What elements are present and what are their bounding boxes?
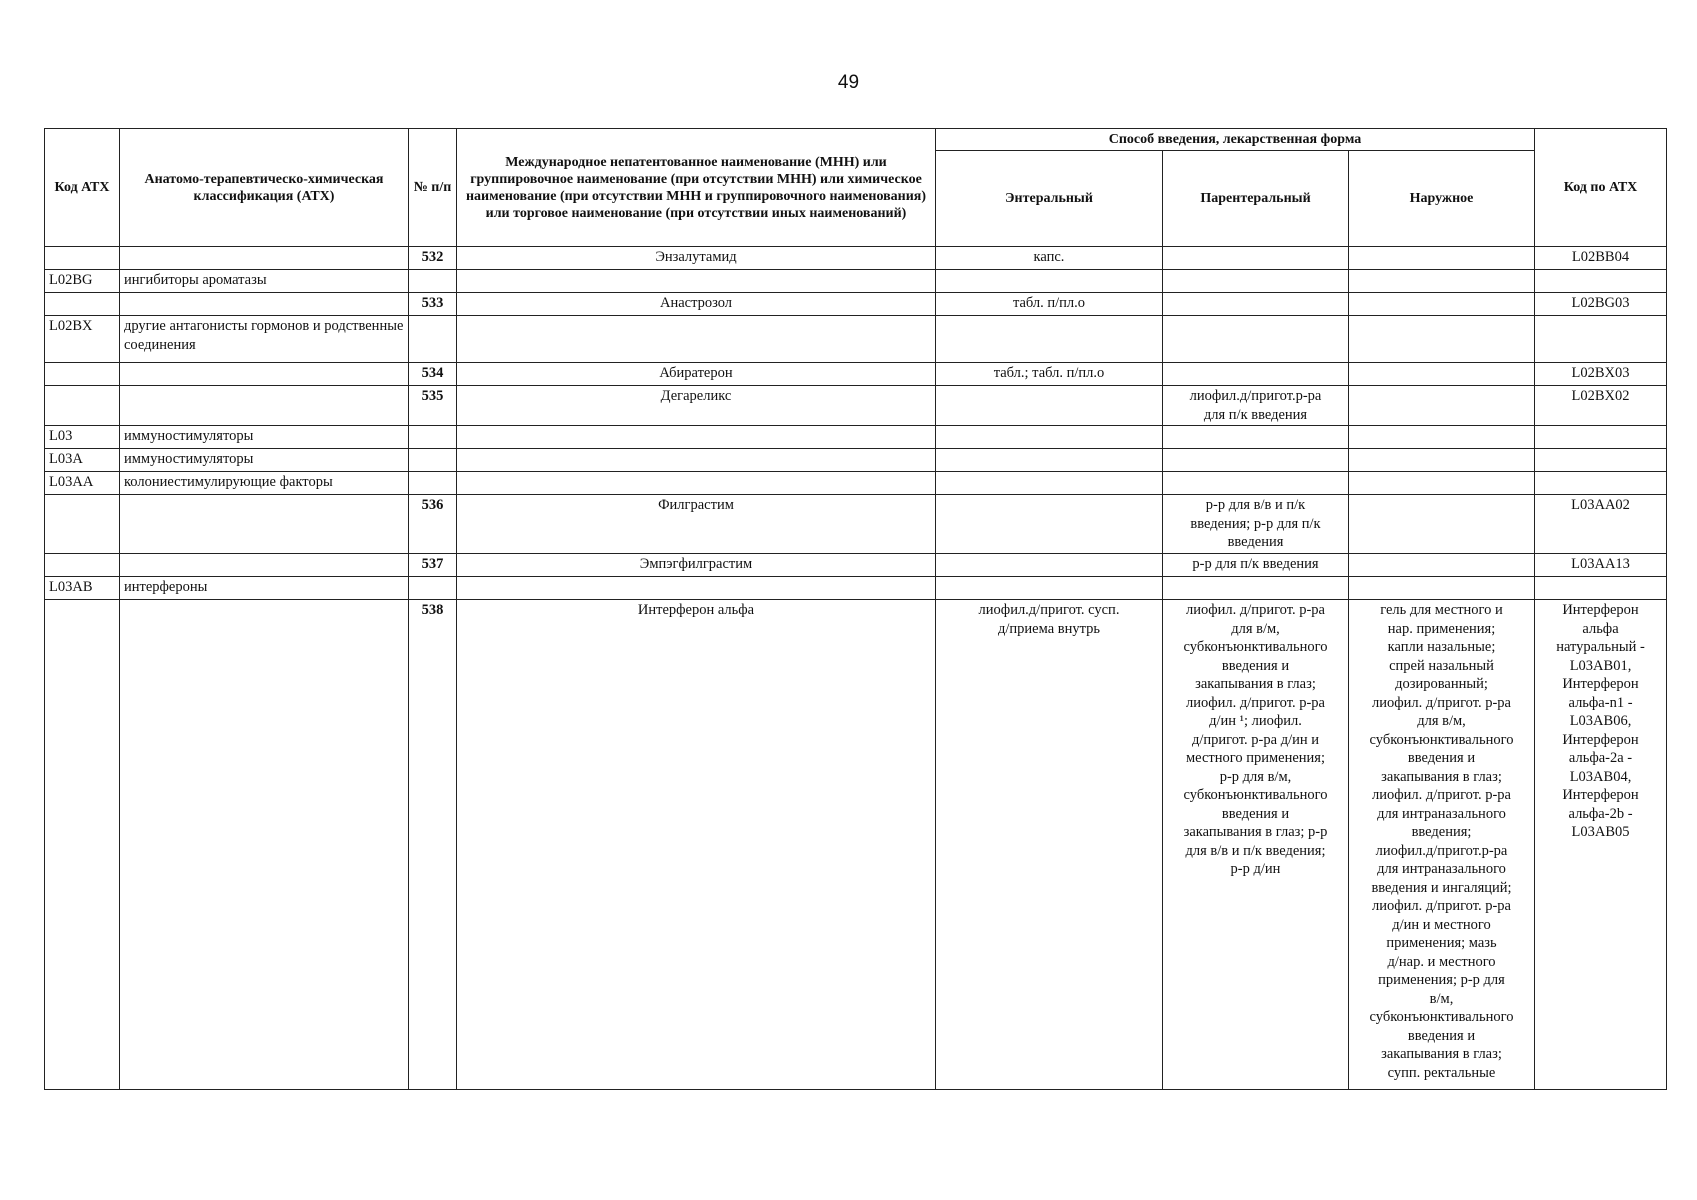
parenteral-form: р-р для в/в и п/к введения; р-р для п/к введения	[1163, 495, 1349, 554]
item-number: 533	[409, 293, 457, 316]
external-form	[1349, 449, 1535, 472]
enteral-form	[936, 449, 1163, 472]
parenteral-form	[1163, 577, 1349, 600]
atx-group-code	[45, 386, 120, 426]
drug-name	[457, 270, 936, 293]
header-code: Код АТХ	[45, 129, 120, 247]
header-route-group: Способ введения, лекарственная форма	[936, 129, 1535, 151]
table-row	[45, 363, 1667, 386]
drug-table	[44, 128, 1667, 1090]
atx-classification: иммуностимуляторы	[120, 449, 409, 472]
table-row	[45, 316, 1667, 363]
external-form	[1349, 554, 1535, 577]
atx-classification	[120, 600, 409, 1090]
header-enteral: Энтеральный	[936, 151, 1163, 247]
parenteral-form: р-р для п/к введения	[1163, 554, 1349, 577]
drug-name	[457, 449, 936, 472]
item-number: 537	[409, 554, 457, 577]
drug-name	[457, 577, 936, 600]
table-row	[45, 472, 1667, 495]
external-form	[1349, 363, 1535, 386]
atx-group-code: L03A	[45, 449, 120, 472]
enteral-form: капс.	[936, 247, 1163, 270]
external-form	[1349, 316, 1535, 363]
atx-classification: колониестимулирующие факторы	[120, 472, 409, 495]
drug-name: Анастрозол	[457, 293, 936, 316]
table-row	[45, 600, 1667, 1090]
atx-code: Интерферон альфа натуральный - L03AB01, Интерферон альфа-n1 - L03AB06, Интерферон альфа-2a - L03AB04, Интерферон альфа-2b - L03AB05	[1535, 600, 1667, 1090]
atx-group-code: L03AA	[45, 472, 120, 495]
atx-group-code	[45, 554, 120, 577]
drug-name: Энзалутамид	[457, 247, 936, 270]
atx-classification: иммуностимуляторы	[120, 426, 409, 449]
parenteral-form: лиофил.д/пригот.р-ра для п/к введения	[1163, 386, 1349, 426]
atx-classification: ингибиторы ароматазы	[120, 270, 409, 293]
atx-code	[1535, 472, 1667, 495]
table-row	[45, 577, 1667, 600]
atx-code	[1535, 449, 1667, 472]
drug-name: Интерферон альфа	[457, 600, 936, 1090]
header-number: № п/п	[409, 129, 457, 247]
enteral-form: табл. п/пл.о	[936, 293, 1163, 316]
atx-code: L03AA13	[1535, 554, 1667, 577]
parenteral-form	[1163, 472, 1349, 495]
external-form	[1349, 472, 1535, 495]
item-number: 535	[409, 386, 457, 426]
atx-classification	[120, 386, 409, 426]
item-number	[409, 426, 457, 449]
parenteral-form	[1163, 247, 1349, 270]
enteral-form	[936, 495, 1163, 554]
drug-name: Абиратерон	[457, 363, 936, 386]
external-form	[1349, 495, 1535, 554]
drug-name: Дегареликс	[457, 386, 936, 426]
parenteral-form	[1163, 426, 1349, 449]
header-inn: Международное непатентованное наименование (МНН) или группировочное наименование (при отсутствии МНН) или химическое наименование (при отсутствии МНН и группировочного наименования) или торговое наименование (при отсутствии иных наименований)	[457, 129, 936, 247]
enteral-form	[936, 386, 1163, 426]
table-row	[45, 270, 1667, 293]
external-form	[1349, 426, 1535, 449]
table-row	[45, 449, 1667, 472]
item-number	[409, 577, 457, 600]
table-row	[45, 426, 1667, 449]
atx-code: L02BX03	[1535, 363, 1667, 386]
parenteral-form	[1163, 363, 1349, 386]
item-number: 534	[409, 363, 457, 386]
item-number	[409, 449, 457, 472]
atx-group-code	[45, 363, 120, 386]
enteral-form	[936, 316, 1163, 363]
atx-classification	[120, 554, 409, 577]
header-classification: Анатомо-терапевтическо-химическая классификация (АТХ)	[120, 129, 409, 247]
atx-code	[1535, 577, 1667, 600]
enteral-form	[936, 577, 1163, 600]
item-number	[409, 472, 457, 495]
item-number	[409, 316, 457, 363]
item-number: 538	[409, 600, 457, 1090]
enteral-form	[936, 554, 1163, 577]
external-form: гель для местного и нар. применения; капли назальные; спрей назальный дозированный; лиофил. д/пригот. р-ра для в/м, субконъюнктивального введения и закапывания в глаз; лиофил. д/пригот. р-ра для интраназального введения; лиофил.д/пригот.р-ра для интраназального введения и ингаляций; лиофил. д/пригот. р-ра д/ин и местного применения; мазь д/нар. и местного применения; р-р для в/м, субконъюнктивального введения и закапывания в глаз; супп. ректальные	[1349, 600, 1535, 1090]
external-form	[1349, 386, 1535, 426]
enteral-form	[936, 472, 1163, 495]
external-form	[1349, 577, 1535, 600]
table-row	[45, 495, 1667, 554]
atx-code	[1535, 316, 1667, 363]
atx-code	[1535, 426, 1667, 449]
drug-name	[457, 316, 936, 363]
atx-group-code: L02BX	[45, 316, 120, 363]
parenteral-form	[1163, 270, 1349, 293]
table-body	[45, 247, 1667, 1090]
parenteral-form	[1163, 316, 1349, 363]
parenteral-form	[1163, 449, 1349, 472]
enteral-form	[936, 426, 1163, 449]
table-header	[45, 129, 1667, 247]
atx-group-code	[45, 293, 120, 316]
atx-group-code: L02BG	[45, 270, 120, 293]
atx-group-code: L03AB	[45, 577, 120, 600]
item-number: 532	[409, 247, 457, 270]
header-atx-code: Код по АТХ	[1535, 129, 1667, 247]
table-row	[45, 554, 1667, 577]
enteral-form	[936, 270, 1163, 293]
atx-group-code	[45, 247, 120, 270]
drug-name	[457, 472, 936, 495]
atx-classification	[120, 363, 409, 386]
external-form	[1349, 270, 1535, 293]
atx-classification	[120, 247, 409, 270]
atx-classification	[120, 495, 409, 554]
table-row	[45, 386, 1667, 426]
page-number: 49	[837, 72, 860, 93]
parenteral-form	[1163, 293, 1349, 316]
header-external: Наружное	[1349, 151, 1535, 247]
atx-group-code: L03	[45, 426, 120, 449]
enteral-form: табл.; табл. п/пл.о	[936, 363, 1163, 386]
external-form	[1349, 247, 1535, 270]
table-row	[45, 293, 1667, 316]
atx-classification: другие антагонисты гормонов и родственные соединения	[120, 316, 409, 363]
drug-name: Эмпэгфилграстим	[457, 554, 936, 577]
table-row	[45, 247, 1667, 270]
atx-code: L03AA02	[1535, 495, 1667, 554]
atx-classification: интерфероны	[120, 577, 409, 600]
atx-code: L02BB04	[1535, 247, 1667, 270]
atx-classification	[120, 293, 409, 316]
header-parenteral: Парентеральный	[1163, 151, 1349, 247]
atx-code: L02BX02	[1535, 386, 1667, 426]
enteral-form: лиофил.д/пригот. сусп. д/приема внутрь	[936, 600, 1163, 1090]
item-number	[409, 270, 457, 293]
drug-name	[457, 426, 936, 449]
atx-group-code	[45, 495, 120, 554]
external-form	[1349, 293, 1535, 316]
atx-code: L02BG03	[1535, 293, 1667, 316]
drug-name: Филграстим	[457, 495, 936, 554]
item-number: 536	[409, 495, 457, 554]
parenteral-form: лиофил. д/пригот. р-ра для в/м, субконъюнктивального введения и закапывания в глаз; лиофил. д/пригот. р-ра д/ин ¹; лиофил. д/пригот. р-ра д/ин и местного применения; р-р для в/м, субконъюнктивального введения и закапывания в глаз; р-р для в/в и п/к введения; р-р д/ин	[1163, 600, 1349, 1090]
atx-code	[1535, 270, 1667, 293]
atx-group-code	[45, 600, 120, 1090]
